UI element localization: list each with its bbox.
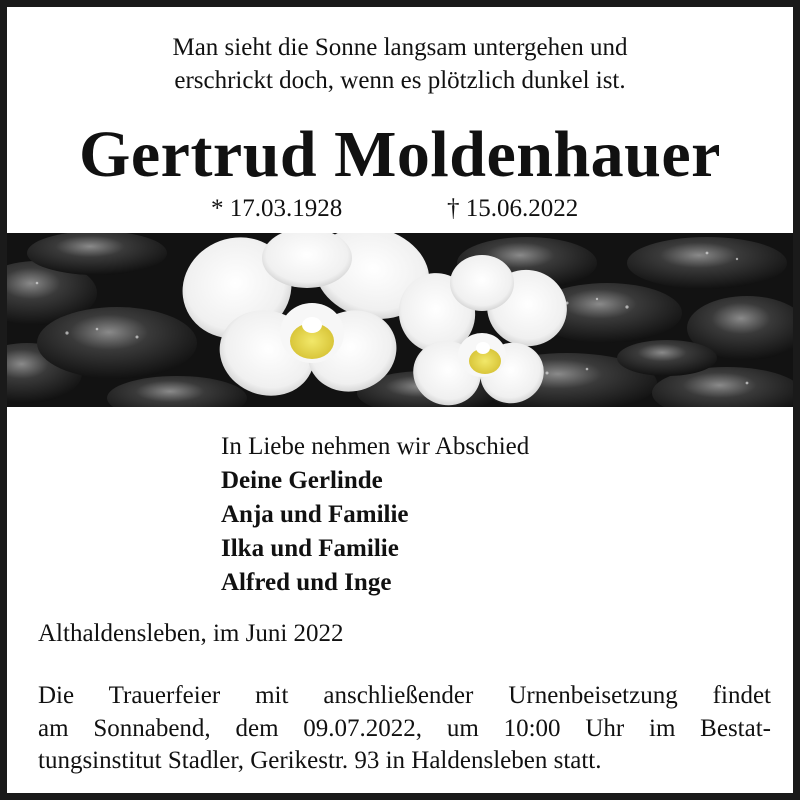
birth-date: * 17.03.1928 — [211, 195, 343, 222]
ceremony-line-3: tungsinstitut Stadler, Gerikestr. 93 in Haldensleben statt. — [38, 747, 602, 774]
farewell-intro: In Liebe nehmen wir Abschied — [221, 433, 530, 460]
ceremony-line-2: am Sonnabend, dem 09.07.2022, um 10:00 Uhr im Bestat- — [38, 714, 771, 742]
mourner-name: Deine Gerlinde — [221, 467, 383, 494]
poem-line-1: Man sieht die Sonne langsam untergehen und — [172, 34, 628, 61]
mourner-name: Alfred und Inge — [221, 569, 392, 596]
mourner-name: Anja und Familie — [221, 501, 409, 528]
death-date: † 15.06.2022 — [447, 195, 579, 222]
ceremony-line-1: Die Trauerfeier mit anschließender Urnenbeisetzung findet — [38, 682, 771, 709]
mourner-name: Ilka und Familie — [221, 535, 399, 562]
place-and-date: Althaldensleben, im Juni 2022 — [38, 620, 344, 647]
deceased-name: Gertrud Moldenhauer — [79, 118, 721, 191]
poem-line-2: erschrickt doch, wenn es plötzlich dunkel ist. — [174, 67, 626, 94]
orchid-photo — [7, 233, 793, 407]
mourners-block — [221, 430, 529, 600]
ceremony-info — [38, 680, 771, 778]
poem — [7, 31, 793, 97]
